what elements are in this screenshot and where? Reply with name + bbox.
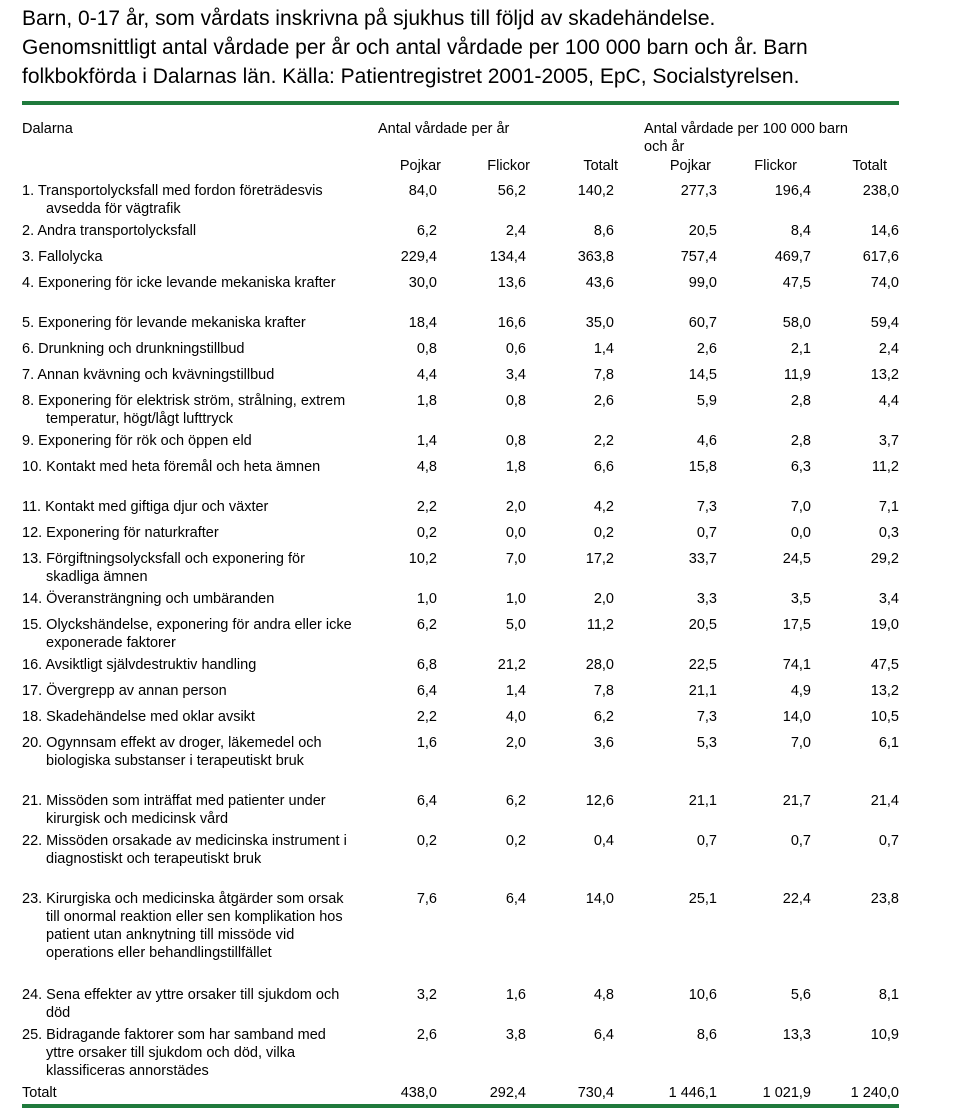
row-label-text: 15. Olyckshändelse, exponering för andra eller icke exponerade faktorer [22,617,352,651]
table-top-rule [22,101,899,105]
header-col-totalt-2: Totalt [852,158,887,174]
row-value: 14,0 [782,709,811,725]
document-title [22,4,952,91]
row-value: 11,2 [586,617,614,633]
row-label-text: 3. Fallolycka [22,249,103,265]
row-value: 238,0 [862,183,899,199]
row-value: 5,9 [696,393,717,409]
row-value: 16,6 [497,315,526,331]
row-value: 0,6 [505,341,526,357]
row-value: 13,2 [870,683,899,699]
header-col-pojkar-2: Pojkar [669,158,711,174]
table-row [22,792,899,832]
table-row [22,986,899,1026]
table-row [22,458,899,498]
row-value: 4,8 [416,459,437,475]
row-label [22,314,357,340]
row-value: 2,2 [416,499,437,515]
row-value: 0,3 [878,525,899,541]
row-value: 7,0 [790,735,811,751]
row-value: 6,2 [416,617,437,633]
total-label: Totalt [22,1085,57,1101]
row-value: 6,4 [505,891,526,907]
table-row [22,832,899,890]
row-label [22,182,357,222]
row-value: 2,4 [505,223,526,239]
row-label-text: 16. Avsiktligt självdestruktiv handling [22,657,257,673]
row-value: 47,5 [870,657,899,673]
row-value: 363,8 [577,249,614,265]
row-value: 6,4 [593,1027,614,1043]
row-value: 0,8 [505,393,526,409]
row-value: 7,8 [593,367,614,383]
row-value: 58,0 [782,315,811,331]
row-value: 0,8 [505,433,526,449]
row-value: 1,8 [416,393,437,409]
row-value: 14,5 [688,367,717,383]
row-value: 2,0 [505,735,526,751]
row-value: 134,4 [489,249,526,265]
header-col-flickor-1: Flickor [487,158,530,174]
row-value: 1,6 [416,735,437,751]
row-value: 35,0 [585,315,614,331]
header-region: Dalarna [22,121,73,137]
row-value: 30,0 [408,275,437,291]
row-value: 6,2 [416,223,437,239]
table-row [22,498,899,524]
row-value: 6,4 [416,683,437,699]
row-value: 3,4 [505,367,526,383]
row-value: 13,6 [497,275,526,291]
row-label [22,682,357,708]
row-label-text: 6. Drunkning och drunkningstillbud [22,341,245,357]
table-row [22,524,899,550]
row-value: 10,6 [688,987,717,1003]
row-label-text: 25. Bidragande faktorer som har samband med yttre orsaker till sjukdom och död, vilka klassificeras annorstädes [22,1027,326,1079]
row-label [22,498,357,524]
row-label-text: 11. Kontakt med giftiga djur och växter [22,499,269,515]
total-value: 730,4 [577,1085,614,1101]
row-value: 10,5 [870,709,899,725]
row-value: 7,8 [593,683,614,699]
row-value: 6,3 [790,459,811,475]
row-value: 1,4 [416,433,437,449]
total-value: 1 446,1 [668,1085,717,1101]
row-label-text: 22. Missöden orsakade av medicinska instrument i diagnostiskt och terapeutiskt bruk [22,833,347,867]
row-label [22,986,357,1026]
row-value: 757,4 [680,249,717,265]
row-value: 0,2 [416,525,437,541]
row-value: 4,2 [593,499,614,515]
row-value: 0,7 [790,833,811,849]
row-value: 4,0 [505,709,526,725]
row-value: 6,1 [878,735,899,751]
row-value: 3,5 [790,591,811,607]
row-value: 18,4 [408,315,437,331]
row-value: 12,6 [585,793,614,809]
title-line-3: folkbokförda i Dalarnas län. Källa: Patientregistret 2001-2005, EpC, Socialstyrelsen. [22,65,800,88]
row-label [22,616,357,656]
header-col-pojkar-1: Pojkar [399,158,441,174]
table-bottom-rule [22,1104,899,1108]
total-value: 292,4 [489,1085,526,1101]
row-label [22,340,357,366]
table-row [22,890,899,986]
row-value: 8,6 [593,223,614,239]
row-label-text: 9. Exponering för rök och öppen eld [22,433,252,449]
row-value: 5,0 [505,617,526,633]
row-label [22,432,357,458]
row-value: 0,7 [878,833,899,849]
row-value: 0,2 [505,833,526,849]
row-value: 10,2 [408,551,437,567]
row-label-text: 4. Exponering för icke levande mekaniska krafter [22,275,336,291]
header-col-flickor-2: Flickor [754,158,797,174]
row-value: 3,8 [505,1027,526,1043]
row-value: 0,2 [593,525,614,541]
row-label [22,656,357,682]
row-value: 2,8 [790,393,811,409]
row-value: 8,6 [696,1027,717,1043]
row-value: 74,1 [782,657,811,673]
row-value: 1,6 [505,987,526,1003]
row-value: 21,1 [688,793,717,809]
row-value: 2,2 [593,433,614,449]
header-group-per-100k-line2: och år [644,139,685,155]
row-value: 2,0 [505,499,526,515]
row-label-text: 24. Sena effekter av yttre orsaker till sjukdom och död [22,987,340,1021]
row-value: 22,4 [782,891,811,907]
row-label [22,734,357,792]
row-value: 4,6 [696,433,717,449]
row-value: 17,2 [585,551,614,567]
row-value: 7,1 [878,499,899,515]
row-value: 23,8 [870,891,899,907]
title-line-1: Barn, 0-17 år, som vårdats inskrivna på sjukhus till följd av skadehändelse. [22,7,716,30]
table-row [22,366,899,392]
table-row [22,734,899,792]
row-value: 2,1 [790,341,811,357]
table-row [22,590,899,616]
row-label-text: 7. Annan kvävning och kvävningstillbud [22,367,275,383]
row-value: 33,7 [688,551,717,567]
row-label-text: 20. Ogynnsam effekt av droger, läkemedel och biologiska substanser i terapeutiskt bruk [22,735,322,769]
row-value: 2,8 [790,433,811,449]
row-value: 74,0 [870,275,899,291]
row-value: 617,6 [862,249,899,265]
row-value: 0,0 [790,525,811,541]
row-label [22,458,357,498]
total-value: 1 021,9 [762,1085,811,1101]
row-value: 22,5 [688,657,717,673]
row-label [22,832,357,890]
table-row [22,314,899,340]
row-value: 14,6 [870,223,899,239]
row-value: 6,8 [416,657,437,673]
row-label [22,524,357,550]
row-label [22,274,357,314]
row-value: 5,6 [790,987,811,1003]
row-label-text: 14. Överansträngning och umbäranden [22,591,275,607]
row-label-text: 8. Exponering för elektrisk ström, strålning, extrem temperatur, högt/lågt lufttryck [22,393,346,427]
row-value: 4,9 [790,683,811,699]
row-value: 196,4 [774,183,811,199]
row-value: 21,7 [782,793,811,809]
row-value: 8,4 [790,223,811,239]
row-value: 1,0 [505,591,526,607]
row-value: 21,1 [688,683,717,699]
row-value: 4,4 [416,367,437,383]
row-value: 60,7 [688,315,717,331]
row-value: 84,0 [408,183,437,199]
row-value: 28,0 [585,657,614,673]
row-label [22,222,357,248]
row-value: 1,8 [505,459,526,475]
row-value: 56,2 [497,183,526,199]
row-value: 140,2 [577,183,614,199]
table-row [22,248,899,274]
row-label-text: 13. Förgiftningsolycksfall och exponering för skadliga ämnen [22,551,305,585]
row-value: 25,1 [688,891,717,907]
row-value: 277,3 [680,183,717,199]
row-label [22,708,357,734]
row-value: 0,8 [416,341,437,357]
row-value: 4,4 [878,393,899,409]
row-value: 2,6 [416,1027,437,1043]
row-label-text: 18. Skadehändelse med oklar avsikt [22,709,255,725]
row-value: 20,5 [688,617,717,633]
header-col-totalt-1: Totalt [583,158,618,174]
row-value: 24,5 [782,551,811,567]
row-value: 6,6 [593,459,614,475]
table-row [22,340,899,366]
row-value: 11,2 [871,459,899,475]
row-value: 2,6 [593,393,614,409]
row-value: 0,4 [593,833,614,849]
row-value: 3,2 [416,987,437,1003]
row-value: 21,4 [870,793,899,809]
row-value: 0,7 [696,525,717,541]
table-row [22,550,899,590]
table-row [22,222,899,248]
row-label [22,1026,357,1084]
row-value: 8,1 [878,987,899,1003]
row-value: 2,2 [416,709,437,725]
row-value: 10,9 [870,1027,899,1043]
row-label [22,792,357,832]
table-row [22,432,899,458]
row-value: 1,4 [593,341,614,357]
row-label-text: 2. Andra transportolycksfall [22,223,197,239]
row-value: 7,0 [790,499,811,515]
row-label-text: 5. Exponering för levande mekaniska krafter [22,315,306,331]
row-value: 3,7 [878,433,899,449]
row-value: 7,3 [696,709,717,725]
row-value: 4,8 [593,987,614,1003]
row-value: 99,0 [688,275,717,291]
row-label [22,550,357,590]
row-value: 20,5 [688,223,717,239]
table-row [22,1026,899,1084]
table-row [22,182,899,222]
row-value: 1,0 [416,591,437,607]
row-label [22,890,357,986]
header-group-per-year: Antal vårdade per år [378,121,510,137]
table-row [22,682,899,708]
row-value: 0,7 [696,833,717,849]
row-value: 0,0 [505,525,526,541]
title-line-2: Genomsnittligt antal vårdade per år och antal vårdade per 100 000 barn och år. Barn [22,36,808,59]
row-value: 6,4 [416,793,437,809]
row-value: 7,3 [696,499,717,515]
row-value: 7,6 [416,891,437,907]
table-row [22,274,899,314]
table-row [22,616,899,656]
row-value: 469,7 [774,249,811,265]
row-value: 13,3 [782,1027,811,1043]
row-value: 11,9 [783,367,811,383]
row-label-text: 21. Missöden som inträffat med patienter under kirurgisk och medicinsk vård [22,793,326,827]
row-value: 6,2 [505,793,526,809]
row-value: 19,0 [870,617,899,633]
row-value: 5,3 [696,735,717,751]
injury-table-body [22,182,899,1108]
row-value: 2,4 [878,341,899,357]
row-value: 13,2 [870,367,899,383]
row-value: 14,0 [585,891,614,907]
row-value: 0,2 [416,833,437,849]
row-label [22,366,357,392]
row-value: 17,5 [782,617,811,633]
row-label-text: 17. Övergrepp av annan person [22,683,227,699]
row-value: 59,4 [870,315,899,331]
row-label-text: 12. Exponering för naturkrafter [22,525,219,541]
table-row [22,392,899,432]
table-row [22,656,899,682]
row-value: 2,6 [696,341,717,357]
row-label [22,392,357,432]
row-label-text: 23. Kirurgiska och medicinska åtgärder som orsak till onormal reaktion eller sen komplikation hos patient utan anknytning till missöde vid operations eller behandlingstillfället [22,891,344,961]
total-value: 1 240,0 [850,1085,899,1101]
row-label-text: 1. Transportolycksfall med fordon företrädesvis avsedda för vägtrafik [22,183,323,217]
row-value: 3,3 [696,591,717,607]
row-value: 2,0 [593,591,614,607]
row-value: 47,5 [782,275,811,291]
row-value: 15,8 [688,459,717,475]
header-group-per-100k-line1: Antal vårdade per 100 000 barn [644,121,848,137]
row-value: 1,4 [505,683,526,699]
row-value: 3,6 [593,735,614,751]
total-value: 438,0 [400,1085,437,1101]
injury-table [22,182,899,1108]
row-label [22,590,357,616]
row-label [22,248,357,274]
row-value: 6,2 [593,709,614,725]
row-value: 43,6 [585,275,614,291]
row-value: 229,4 [400,249,437,265]
row-value: 29,2 [870,551,899,567]
row-label-text: 10. Kontakt med heta föremål och heta ämnen [22,459,321,475]
row-value: 7,0 [505,551,526,567]
row-value: 21,2 [497,657,526,673]
row-value: 3,4 [878,591,899,607]
table-row [22,708,899,734]
